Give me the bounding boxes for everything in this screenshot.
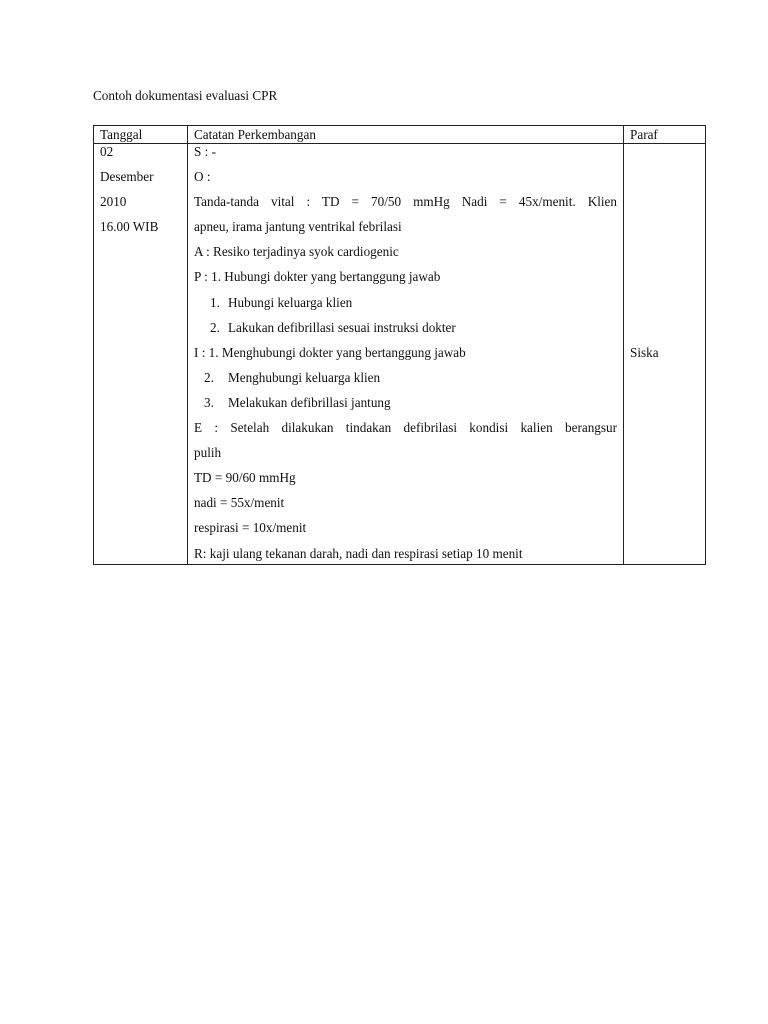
note-evaluation-line2: pulih [194,445,222,461]
document-title: Contoh dokumentasi evaluasi CPR [93,88,278,103]
cpr-evaluation-table [93,125,706,565]
plan-item-number: 2. [210,319,220,335]
note-plan-item [194,295,617,320]
note-objective: O : [194,169,211,185]
date-day: 02 [100,144,114,159]
note-subjective: S : - [194,144,216,159]
implementation-item-number: 3. [204,394,214,410]
note-vital-signs-line1: Tanda-tanda vital : TD = 70/50 mmHg Nadi = 45x/menit. Klien [194,194,617,210]
note-implementation-item [194,370,617,395]
implementation-item-number: 2. [204,369,214,385]
plan-item-text: Lakukan defibrillasi sesuai instruksi dokter [228,319,456,335]
date-year: 2010 [100,194,127,210]
note-reassessment: R: kaji ulang tekanan darah, nadi dan respirasi setiap 10 menit [194,545,523,561]
note-evaluation-line1: E : Setelah dilakukan tindakan defibrilasi kondisi kalien berangsur [194,420,617,436]
note-implementation-header: I : 1. Menghubungi dokter yang bertanggung jawab [194,344,466,360]
note-pulse: nadi = 55x/menit [194,495,285,511]
date-cell [94,144,188,565]
paraf-cell [624,144,706,565]
plan-item-number: 1. [210,294,220,310]
table-row [94,144,706,565]
note-plan-header: P : 1. Hubungi dokter yang bertanggung jawab [194,269,441,285]
notes-cell [188,144,624,565]
implementation-item-text: Menghubungi keluarga klien [228,369,381,385]
plan-item-text: Hubungi keluarga klien [228,294,353,310]
note-vital-signs-line2: apneu, irama jantung ventrikal febrilasi [194,219,402,235]
note-respiration: respirasi = 10x/menit [194,520,307,536]
note-implementation-item [194,395,617,420]
header-catatan-perkembangan: Catatan Perkembangan [188,126,624,144]
header-tanggal: Tanggal [94,126,188,144]
note-plan-item [194,320,617,345]
table-header-row [94,126,706,144]
paraf-signature-name: Siska [630,344,659,360]
header-paraf: Paraf [624,126,706,144]
implementation-item-text: Melakukan defibrillasi jantung [228,394,391,410]
date-month: Desember [100,169,154,185]
date-time: 16.00 WIB [100,219,159,235]
note-blood-pressure: TD = 90/60 mmHg [194,470,296,486]
note-assessment: A : Resiko terjadinya syok cardiogenic [194,244,399,260]
